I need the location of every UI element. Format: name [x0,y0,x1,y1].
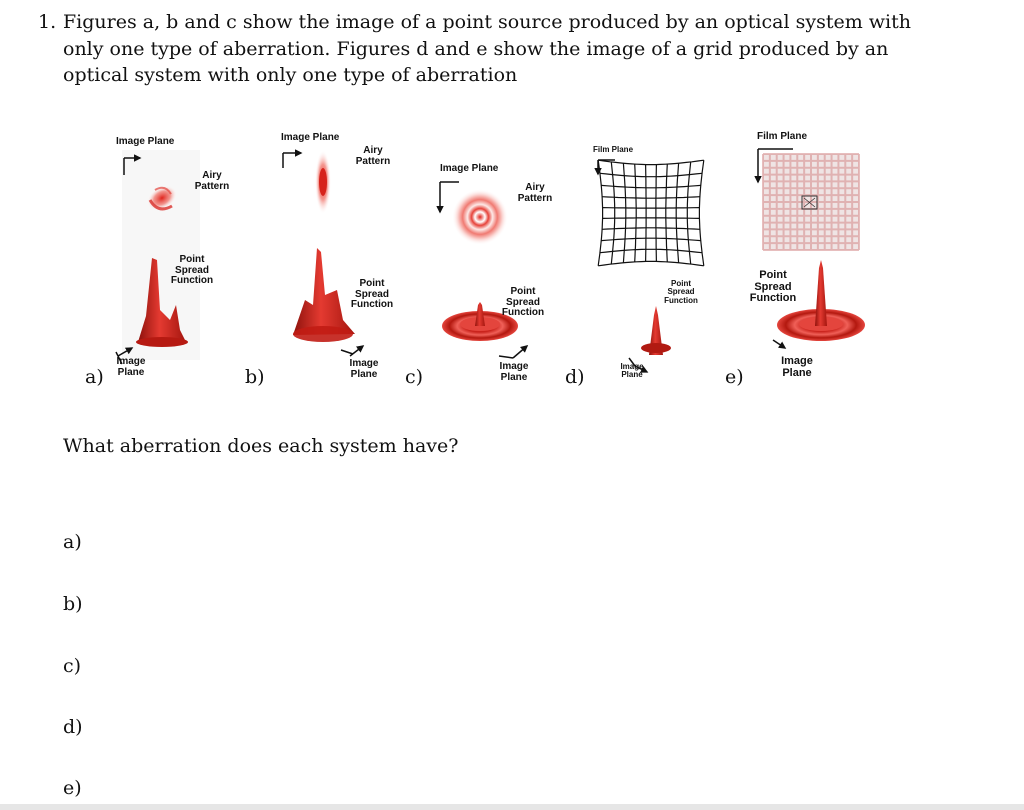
grid-line [598,160,704,164]
answer-c-label: c) [63,655,82,677]
answer-e-label: e) [63,777,82,799]
grid-line [656,165,657,262]
figure-d [565,120,725,400]
figure-c-top-label: Image Plane [440,163,499,174]
grid-line [623,163,625,263]
grid-line [598,160,602,266]
figure-d-label: d) [565,366,585,388]
figure-c-graphic [405,120,570,400]
figure-b-top-label: Image Plane [281,132,340,143]
figure-d-top-label: Film Plane [593,145,634,154]
grid-line [602,228,700,230]
figure-b-bottom-label: Image Plane [349,358,379,380]
figure-d-graphic [565,120,725,400]
grid-line [611,162,614,264]
figure-b-pattern-label: Airy Pattern [355,145,391,167]
grid-line [603,218,700,219]
question-body: Figures a, b and c show the image of a point source produced by an optical system with only one type of aberration. Figures d and e show the image of a grid produced by an optical system with only one type of aberration [63,11,911,86]
figure-c-psf-label: Point Spread Function [501,286,545,318]
question-number: 1. [38,11,57,33]
figure-a-pattern-label: Airy Pattern [194,170,230,192]
answer-a-label: a) [63,531,82,553]
figure-a-label: a) [85,366,104,388]
grid-line [699,160,703,266]
figure-d-psf-label: Point Spread Function [664,279,698,305]
grid-line [676,163,678,263]
figure-a-top-label: Image Plane [116,136,175,147]
prompt-text: What aberration does each system have? [63,435,459,457]
figure-e [725,120,885,400]
grid-line [687,162,690,264]
figure-a-psf-label: Point Spread Function [170,254,214,286]
figure-b-psf-label: Point Spread Function [350,278,394,310]
figure-b [245,120,410,400]
figure-e-top-label: Film Plane [757,131,808,142]
grid-line [601,185,701,187]
grid-line [600,173,702,176]
grid-line [598,261,704,265]
grid-line [600,249,702,252]
answer-d-label: d) [63,716,83,738]
figure-a-graphic [80,120,245,400]
grid-line [603,208,700,209]
figure-e-psf-label: Point Spread Function [749,269,797,305]
grid-line [646,165,647,262]
grid-line [601,238,701,240]
answer-b-label: b) [63,593,83,615]
blurred-grid [763,154,859,250]
figure-c [405,120,570,400]
figure-c-pattern-label: Airy Pattern [517,182,553,204]
grid-line [666,164,668,262]
figure-a [80,120,245,400]
figure-a-bottom-label: Image Plane [116,356,146,378]
grid-line [635,164,637,262]
figure-c-bottom-label: Image Plane [499,361,529,383]
distorted-grid [598,160,704,266]
figure-e-label: e) [725,366,744,388]
figure-b-label: b) [245,366,265,388]
figure-c-label: c) [405,366,424,388]
bottom-scroll-strip [0,804,1024,810]
grid-line [602,197,700,199]
question-text [38,9,918,89]
figure-e-bottom-label: Image Plane [781,355,813,379]
figure-d-bottom-label: Image Plane [620,362,644,380]
